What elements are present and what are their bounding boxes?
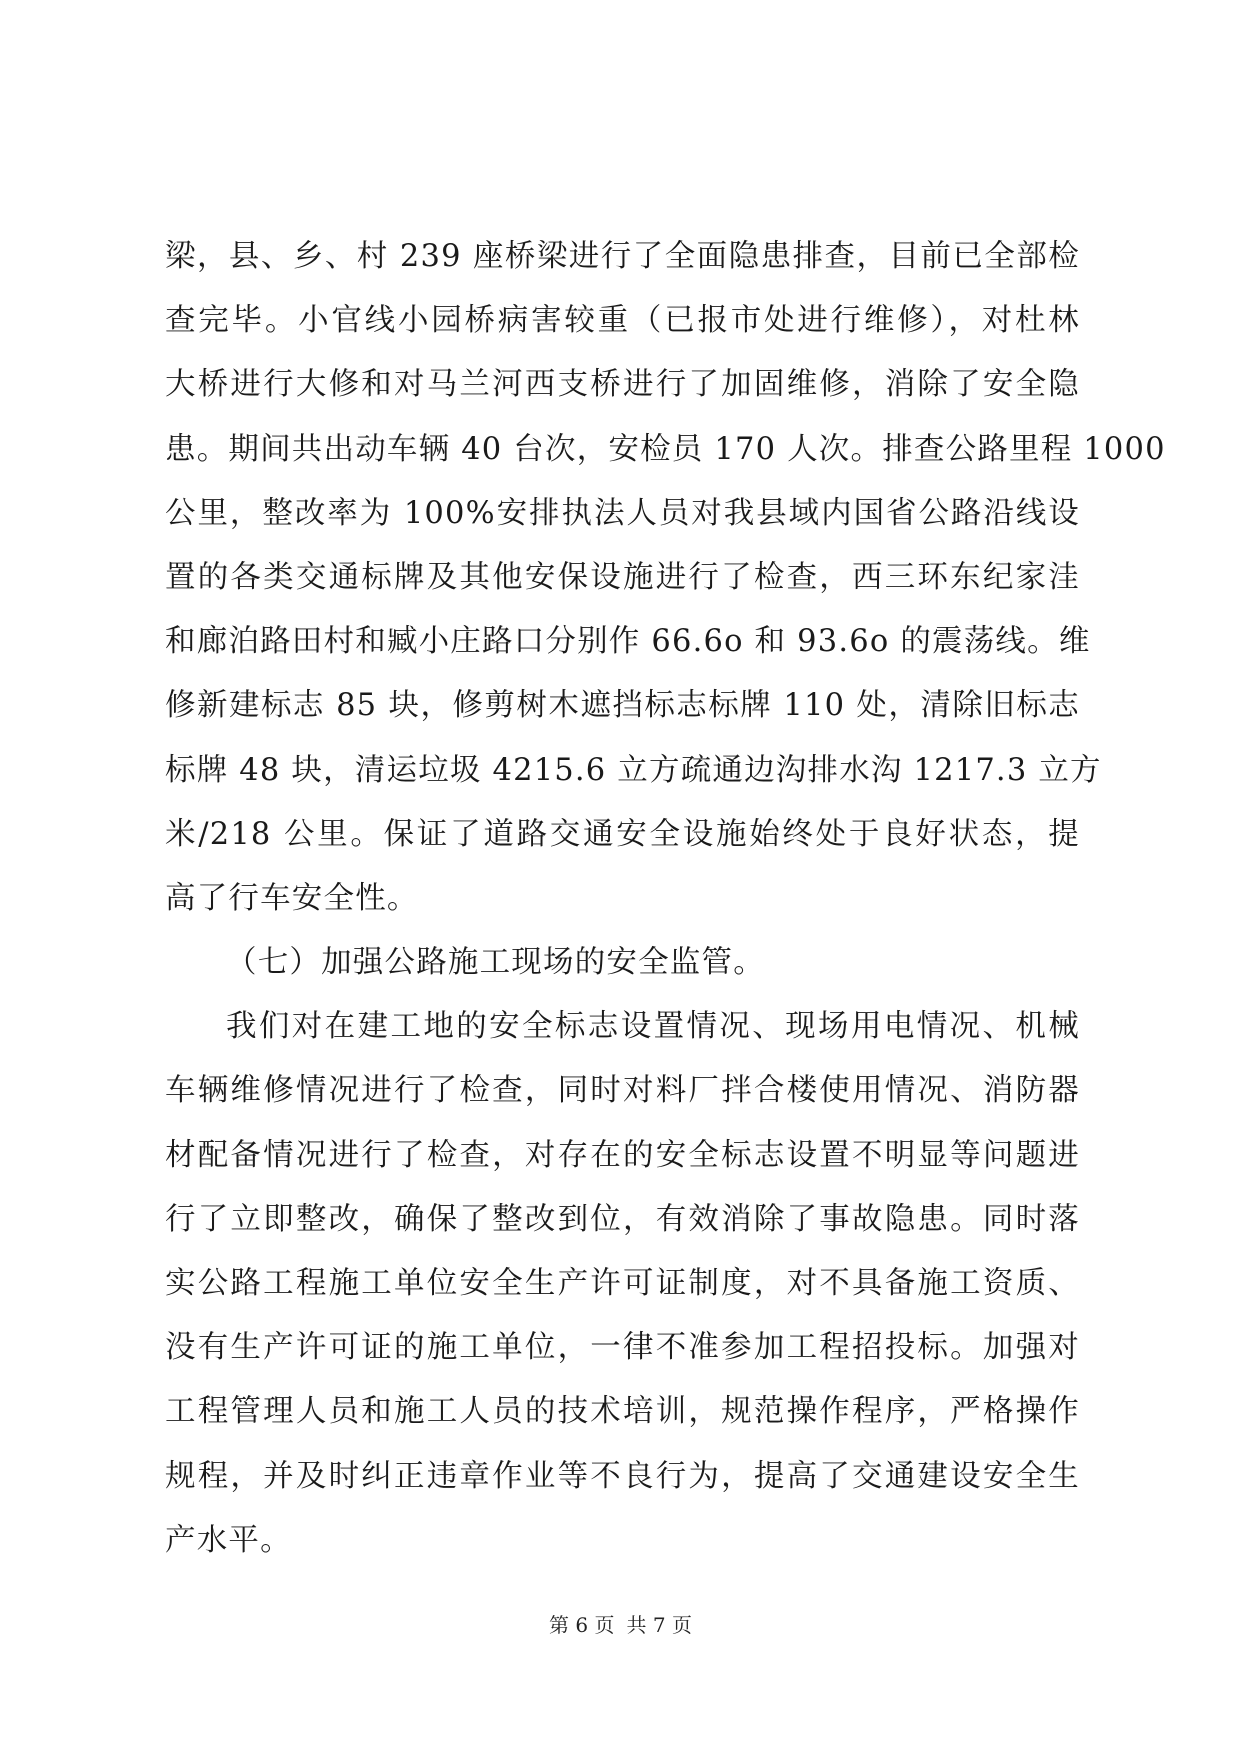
text-line: 我们对在建工地的安全标志设置情况、现场用电情况、机械 xyxy=(226,1009,1080,1045)
text-line: 公里，整改率为 100%安排执法人员对我县域内国省公路沿线设 xyxy=(165,495,1080,531)
text-line: 患。期间共出动车辆 40 台次，安检员 170 人次。排查公路里程 1000 xyxy=(165,431,1166,467)
text-line: 规程，并及时纠正违章作业等不良行为，提高了交通建设安全生 xyxy=(165,1458,1080,1494)
text-line: 查完毕。小官线小园桥病害较重（已报市处进行维修），对杜林 xyxy=(165,303,1080,339)
text-line: 产水平。 xyxy=(165,1522,292,1558)
text-line: 行了立即整改，确保了整改到位，有效消除了事故隐患。同时落 xyxy=(165,1201,1080,1237)
text-line: 工程管理人员和施工人员的技术培训，规范操作程序，严格操作 xyxy=(165,1394,1080,1430)
text-line: 和廊泊路田村和臧小庄路口分别作 66.6o 和 93.6o 的震荡线。维 xyxy=(165,624,1091,660)
page-total: 共 7 页 xyxy=(626,1613,692,1637)
page-footer xyxy=(0,1612,1241,1638)
text-line: 高了行车安全性。 xyxy=(165,880,419,916)
text-line: 标牌 48 块，清运垃圾 4215.6 立方疏通边沟排水沟 1217.3 立方 xyxy=(165,752,1102,788)
text-line: 米/218 公里。保证了道路交通安全设施始终处于良好状态，提 xyxy=(165,816,1080,852)
text-line: 置的各类交通标牌及其他安保设施进行了检查，西三环东纪家洼 xyxy=(165,559,1080,595)
text-line: 大桥进行大修和对马兰河西支桥进行了加固维修，消除了安全隐 xyxy=(165,367,1080,403)
text-line: 材配备情况进行了检查，对存在的安全标志设置不明显等问题进 xyxy=(165,1137,1080,1173)
section-heading: （七）加强公路施工现场的安全监管。 xyxy=(226,945,765,981)
text-line: 车辆维修情况进行了检查，同时对料厂拌合楼使用情况、消防器 xyxy=(165,1073,1080,1109)
document-body xyxy=(165,225,1166,1573)
text-line: 梁，县、乡、村 239 座桥梁进行了全面隐患排查，目前已全部检 xyxy=(165,239,1080,274)
page-number: 第 6 页 xyxy=(549,1613,615,1637)
text-line: 实公路工程施工单位安全生产许可证制度，对不具备施工资质、 xyxy=(165,1266,1080,1301)
text-line: 修新建标志 85 块，修剪树木遮挡标志标牌 110 处，清除旧标志 xyxy=(165,688,1080,724)
text-line: 没有生产许可证的施工单位，一律不准参加工程招投标。加强对 xyxy=(165,1330,1080,1366)
